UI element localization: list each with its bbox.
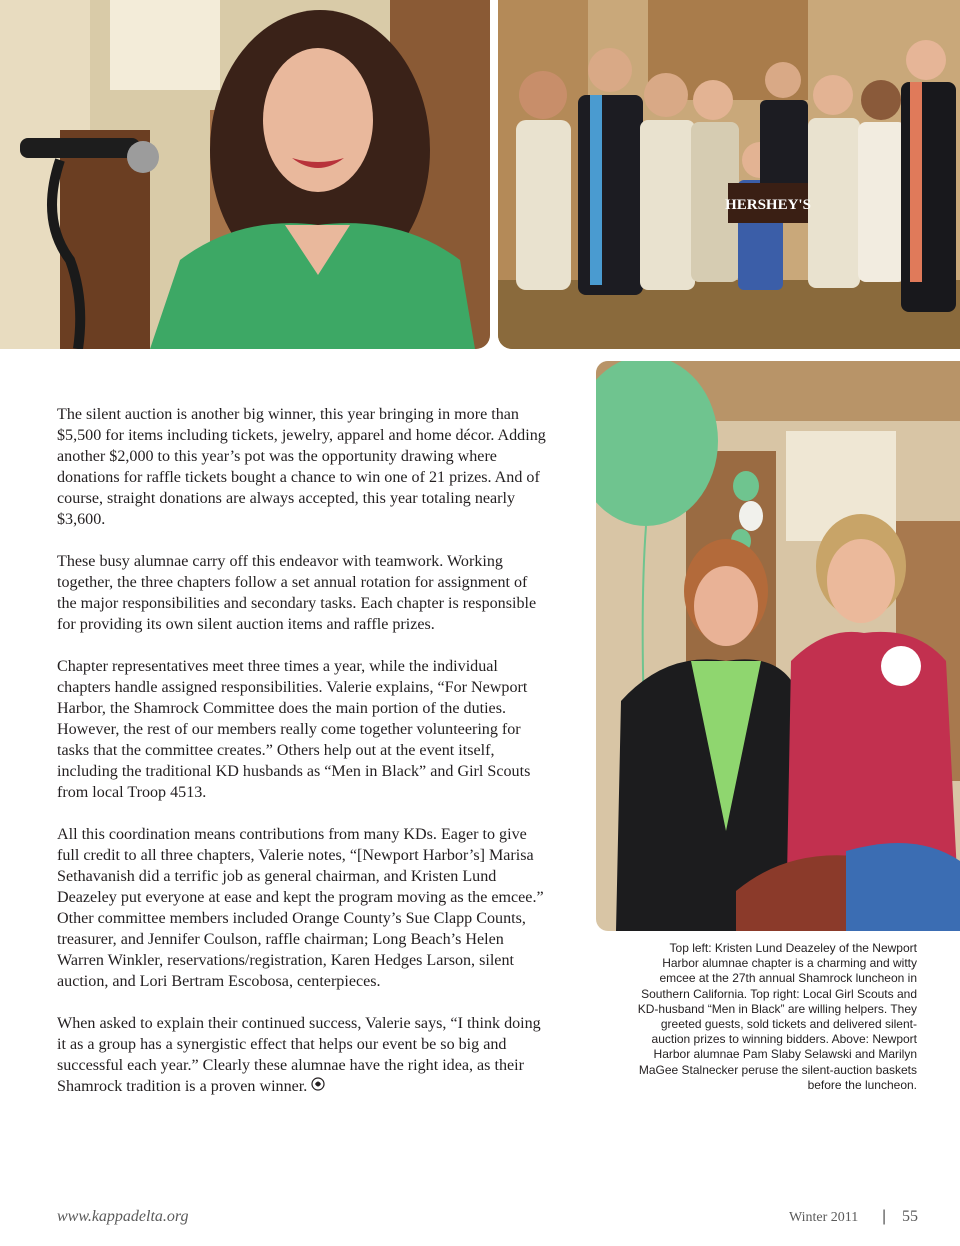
article-paragraph-2: These busy alumnae carry off this endeavor with teamwork. Working together, the three chapters follow a set annual rotation for assignment of the major responsibilities and secondary tasks. Each chapter is responsible for providing its own silent auction items and raffle prizes. xyxy=(57,553,537,633)
photo-girl-scouts-group xyxy=(498,0,960,349)
article-body xyxy=(57,404,549,1119)
footer-website-link[interactable]: www.kappadelta.org xyxy=(57,1208,189,1225)
article-paragraph-5-wrapper xyxy=(57,1013,549,1098)
photo-caption: Top left: Kristen Lund Deazeley of the Newport Harbor alumnae chapter is a charming and witty emcee at the 27th annual Shamrock luncheon in Southern California. Top right: Local Girl Scouts and KD-husband “Men in Black” are willing helpers. They greeted guests, sold tickets and delivered silent-auction prizes to winning bidders. Above: Newport Harbor alumnae Pam Slaby Selawski and Marilyn MaGee Stalnecker peruse the silent-auction baskets before the luncheon. xyxy=(637,941,917,1092)
article-paragraph-1: The silent auction is another big winner, this year bringing in more than $5,500 for items including tickets, jewelry, apparel and home décor. Adding another $2,000 to this year’s pot was the opportunity drawing where donations for raffle tickets bought a chance to win one of 21 prizes. And of course, straight donations are always accepted, this year totaling nearly $3,600. xyxy=(57,406,546,528)
page-number: 55 xyxy=(902,1208,918,1225)
footer-issue: Winter 2011 xyxy=(789,1210,859,1225)
photo-emcee-at-podium xyxy=(0,0,490,349)
article-paragraph-3: Chapter representatives meet three times a year, while the individual chapters handle assigned responsibilities. Valerie explains, “For Newport Harbor, the Shamrock Committee does the main portion of the duties. However, the rest of our members really come together volunteering for tasks that the committee creates.” Others help out at the event itself, including the traditional KD husbands as “Men in Black” and Girl Scouts from local Troop 4513. xyxy=(57,658,531,801)
article-paragraph-4: All this coordination means contributions from many KDs. Eager to give full credit to all three chapters, Valerie notes, “[Newport Harbor’s] Marisa Sethavanish did a terrific job as general chairman, and Kristen Lund Deazeley put everyone at ease and kept the program moving as the emcee.” Other committee members included Orange County’s Sue Clapp Counts, treasurer, and Jennifer Coulson, raffle chairman; Long Beach’s Helen Warren Winkler, reservations/registration, Karen Hedges Larson, silent auction, and Lori Bertram Escobosa, centerpieces. xyxy=(57,826,544,990)
end-of-article-icon xyxy=(311,1077,325,1098)
article-paragraph-5: When asked to explain their continued success, Valerie says, “I think doing it as a group has a synergistic effect that helps our event be so big and successful each year.” Clearly these alumnae have the right idea, as their Shamrock tradition is a proven winner. xyxy=(57,1015,541,1095)
photo-alumnae-balloons xyxy=(596,361,960,931)
hersheys-sign-text: HERSHEY'S xyxy=(725,197,811,213)
footer-separator: | xyxy=(882,1208,887,1225)
